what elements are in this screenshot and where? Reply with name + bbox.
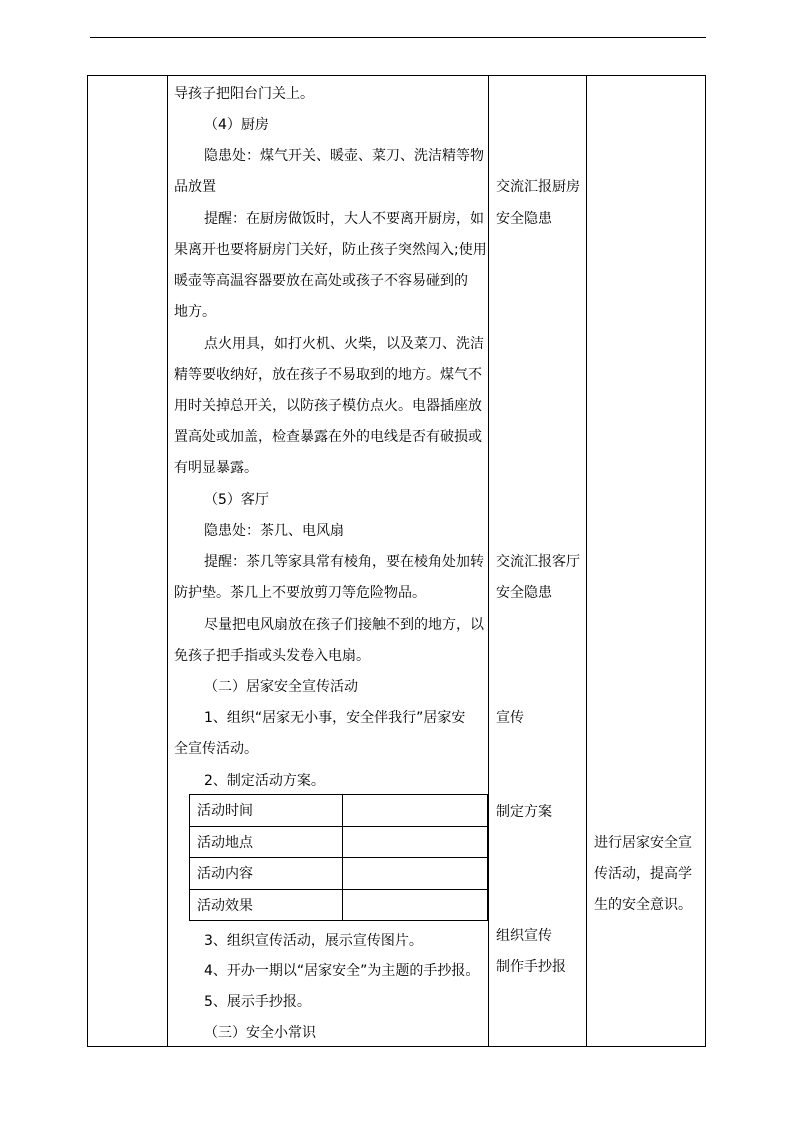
student-activity-line: 交流汇报客厅: [496, 554, 580, 570]
content-line: 防护垫。茶几上不要放剪刀等危险物品。: [174, 585, 426, 601]
content-line: （三）安全小常识: [204, 1025, 316, 1041]
content-line: 全宣传活动。: [174, 741, 258, 757]
content-line: 点火用具，如打火机、火柴，以及菜刀、洗洁: [204, 336, 484, 352]
content-line: （4）厨房: [204, 117, 269, 133]
content-line: 提醒：茶几等家具常有棱角，要在棱角处加转: [204, 554, 484, 570]
content-line: 地方。: [174, 304, 216, 320]
content-line: 4、开办一期以“居家安全”为主题的手抄报。: [204, 963, 480, 979]
column-divider-3: [586, 75, 587, 1047]
content-line: 有明显暴露。: [174, 460, 258, 476]
plan-value[interactable]: [343, 858, 488, 890]
design-intent-line: 生的安全意识。: [594, 897, 692, 913]
student-activity-line: 组织宣传: [496, 928, 552, 944]
student-activity-line: 安全隐患: [496, 211, 552, 227]
table-row: [190, 795, 488, 827]
header-rule: [90, 37, 706, 38]
plan-label: 活动时间: [190, 795, 343, 827]
table-row: [190, 889, 488, 921]
content-line: 免孩子把手指或头发卷入电扇。: [174, 648, 370, 664]
student-activity-line: 交流汇报厨房: [496, 179, 580, 195]
content-line: 隐患处：茶几、电风扇: [204, 523, 344, 539]
content-line: 用时关掉总开关，以防孩子模仿点火。电器插座放: [174, 398, 482, 414]
plan-value[interactable]: [343, 826, 488, 858]
content-line: 品放置: [174, 179, 216, 195]
content-line: 提醒：在厨房做饭时，大人不要离开厨房，如: [204, 211, 484, 227]
content-line: 果离开也要将厨房门关好，防止孩子突然闯入;使用: [174, 242, 487, 258]
plan-value[interactable]: [343, 889, 488, 921]
content-line: 隐患处：煤气开关、暖壶、菜刀、洗洁精等物: [204, 148, 484, 164]
content-line: 1、组织“居家无小事，安全伴我行”居家安: [204, 710, 466, 726]
plan-value[interactable]: [343, 795, 488, 827]
content-line: （二）居家安全宣传活动: [204, 679, 358, 695]
design-intent-line: 进行居家安全宣: [594, 835, 692, 851]
content-line: （5）客厅: [204, 492, 269, 508]
student-activity-line: 制作手抄报: [496, 959, 566, 975]
content-line: 导孩子把阳台门关上。: [174, 86, 314, 102]
plan-label: 活动地点: [190, 826, 343, 858]
student-activity-line: 宣传: [496, 710, 524, 726]
content-line: 3、组织宣传活动，展示宣传图片。: [204, 933, 423, 949]
table-row: [190, 858, 488, 890]
table-row: [190, 826, 488, 858]
column-divider-1: [167, 75, 168, 1047]
student-activity-line: 安全隐患: [496, 585, 552, 601]
activity-plan-table: [189, 794, 488, 921]
content-line: 5、展示手抄报。: [204, 994, 311, 1010]
content-line: 暖壶等高温容器要放在高处或孩子不容易碰到的: [174, 273, 468, 289]
content-line: 2、制定活动方案。: [204, 773, 325, 789]
plan-label: 活动内容: [190, 858, 343, 890]
column-divider-2: [488, 75, 489, 1047]
design-intent-line: 传活动，提高学: [594, 866, 692, 882]
content-line: 尽量把电风扇放在孩子们接触不到的地方，以: [204, 617, 484, 633]
content-line: 精等要收纳好，放在孩子不易取到的地方。煤气不: [174, 367, 482, 383]
plan-label: 活动效果: [190, 889, 343, 921]
student-activity-line: 制定方案: [496, 804, 552, 820]
content-line: 置高处或加盖，检查暴露在外的电线是否有破损或: [174, 429, 482, 445]
